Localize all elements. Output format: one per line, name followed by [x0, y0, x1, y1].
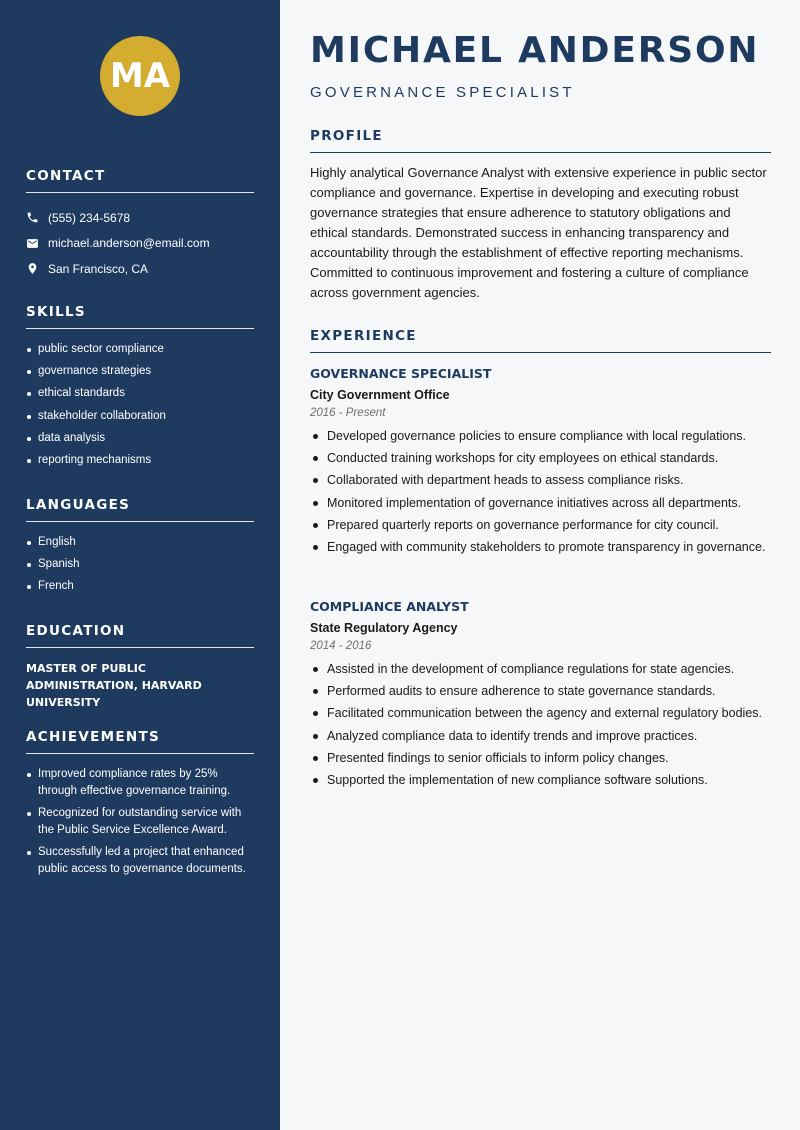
list-item: Successfully led a project that enhanced public access to governance documents. — [26, 844, 254, 878]
list-item: Facilitated communication between the agency and external regulatory bodies. — [310, 704, 771, 722]
achievements-section — [26, 729, 254, 884]
phone-icon — [26, 211, 39, 224]
list-item: governance strategies — [26, 363, 254, 380]
list-item: English — [26, 534, 254, 551]
contact-phone — [26, 205, 254, 231]
avatar-initials: MA — [109, 56, 171, 96]
job-title: COMPLIANCE ANALYST — [310, 599, 469, 614]
contact-section — [26, 168, 254, 282]
list-item: ethical standards — [26, 385, 254, 402]
list-item: Supported the implementation of new compliance software solutions. — [310, 771, 771, 789]
experience-section — [310, 328, 771, 353]
location-pin-icon — [26, 262, 39, 275]
job-dates: 2016 - Present — [310, 407, 386, 419]
list-item: stakeholder collaboration — [26, 408, 254, 425]
location-text: San Francisco, CA — [48, 261, 149, 276]
list-item: Improved compliance rates by 25% through effective governance training. — [26, 766, 254, 800]
job-organization: State Regulatory Agency — [310, 621, 458, 635]
skills-section — [26, 304, 254, 474]
phone-text: (555) 234-5678 — [48, 210, 131, 225]
education-heading: EDUCATION — [26, 623, 254, 648]
job-entry — [310, 366, 771, 560]
avatar — [100, 36, 180, 116]
job-bullets — [310, 660, 771, 789]
list-item: Engaged with community stakeholders to promote transparency in governance. — [310, 538, 771, 556]
skills-list — [26, 341, 254, 469]
list-item: Prepared quarterly reports on governance performance for city council. — [310, 516, 771, 534]
list-item: Presented findings to senior officials to inform policy changes. — [310, 749, 771, 767]
email-icon — [26, 237, 39, 250]
profile-heading: PROFILE — [310, 128, 771, 153]
job-organization: City Government Office — [310, 388, 450, 402]
job-bullets — [310, 427, 771, 556]
list-item: Performed audits to ensure adherence to state governance standards. — [310, 682, 771, 700]
job-dates: 2014 - 2016 — [310, 640, 372, 652]
achievements-heading: ACHIEVEMENTS — [26, 729, 254, 754]
list-item: data analysis — [26, 430, 254, 447]
achievements-list — [26, 766, 254, 878]
contact-email — [26, 231, 254, 257]
languages-heading: LANGUAGES — [26, 497, 254, 522]
list-item: reporting mechanisms — [26, 452, 254, 469]
education-degree: MASTER OF PUBLIC ADMINISTRATION, HARVARD UNIVERSITY — [26, 662, 202, 709]
list-item: Conducted training workshops for city employees on ethical standards. — [310, 449, 771, 467]
email-text[interactable]: michael.anderson@email.com — [48, 236, 210, 251]
languages-list — [26, 534, 254, 595]
page-title: MICHAEL ANDERSON — [310, 30, 760, 71]
experience-heading: EXPERIENCE — [310, 328, 771, 353]
job-title: GOVERNANCE SPECIALIST — [310, 366, 492, 381]
profile-text: Highly analytical Governance Analyst with extensive experience in public sector compliance and governance. Expertise in developing and executing robust governance strategies that ensure adherence to statutory obligations and ethical standards. Demonstrated success in enhancing transparency and accountability through the establishment of effective reporting mechanisms. Committed to continuous improvement and fostering a culture of compliance across government agencies. — [310, 165, 767, 300]
contact-heading: CONTACT — [26, 168, 254, 193]
languages-section — [26, 497, 254, 601]
skills-heading: SKILLS — [26, 304, 254, 329]
list-item: Assisted in the development of compliance regulations for state agencies. — [310, 660, 771, 678]
list-item: Monitored implementation of governance initiatives across all departments. — [310, 494, 771, 512]
contact-location — [26, 256, 254, 282]
job-role: GOVERNANCE SPECIALIST — [310, 84, 575, 101]
list-item: Developed governance policies to ensure compliance with local regulations. — [310, 427, 771, 445]
list-item: Collaborated with department heads to assess compliance risks. — [310, 471, 771, 489]
profile-section — [310, 128, 771, 303]
list-item: Recognized for outstanding service with the Public Service Excellence Award. — [26, 805, 254, 839]
list-item: Spanish — [26, 556, 254, 573]
sidebar — [0, 0, 280, 1130]
job-entry — [310, 599, 771, 793]
list-item: Analyzed compliance data to identify trends and improve practices. — [310, 727, 771, 745]
education-section — [26, 623, 254, 711]
list-item: French — [26, 578, 254, 595]
list-item: public sector compliance — [26, 341, 254, 358]
